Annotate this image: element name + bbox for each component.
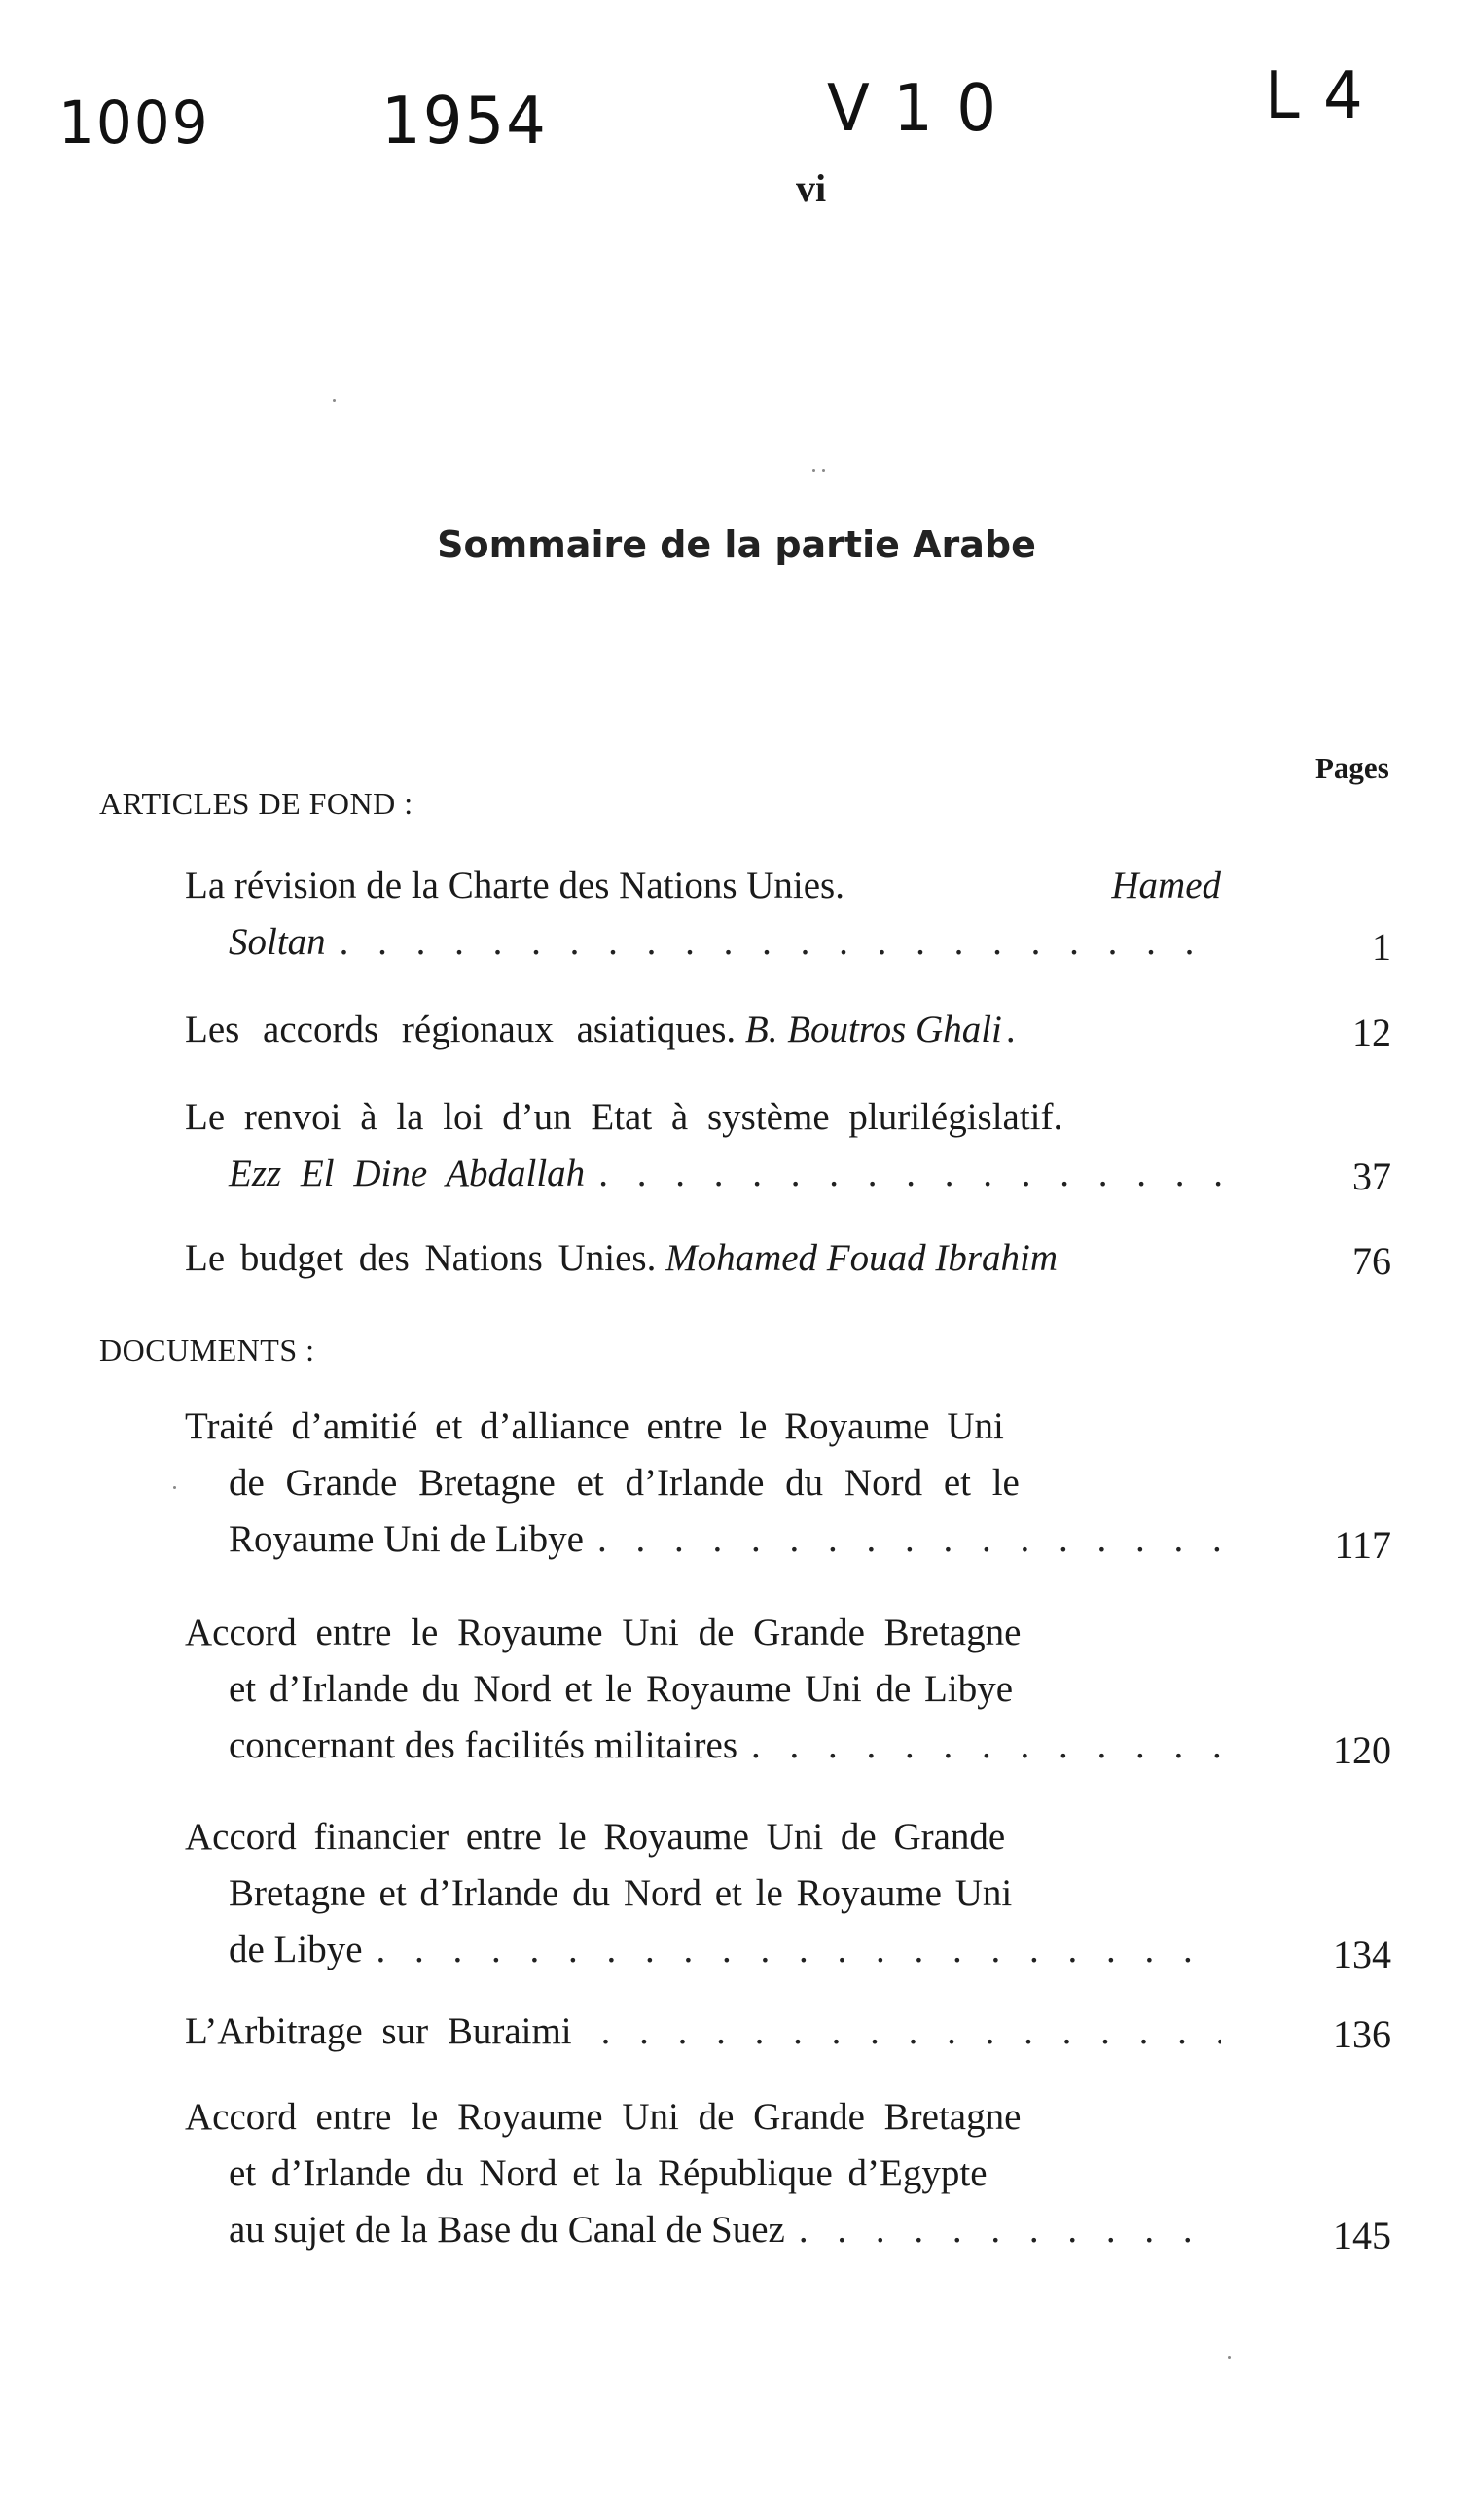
entry-author: B. Boutros Ghali	[744, 1009, 1002, 1050]
scan-speck	[822, 469, 825, 472]
toc-entry	[185, 1809, 1221, 1978]
scan-speck	[333, 399, 336, 402]
dot-leader	[326, 914, 1221, 971]
section-heading: DOCUMENTS :	[99, 1332, 315, 1367]
entry-title: de Libye	[229, 1929, 363, 1970]
toc-entry	[185, 1230, 1221, 1287]
page-ref: 134	[1333, 1933, 1391, 1976]
toc-entry	[185, 858, 1221, 971]
handwritten-mark: V 1 0	[827, 71, 998, 147]
scan-speck	[1228, 2356, 1231, 2359]
page-title: Sommaire de la partie Arabe	[437, 523, 1036, 566]
page-number: vi	[796, 166, 827, 210]
scan-speck	[812, 469, 815, 472]
dot-leader	[737, 1718, 1221, 1774]
page-ref: 117	[1334, 1523, 1391, 1567]
entry-title: Traité d’amitié et d’alliance entre le Royaume Uni	[185, 1405, 1004, 1447]
page-ref: 136	[1333, 2012, 1391, 2056]
dot-leader	[363, 1922, 1221, 1978]
section-heading: ARTICLES DE FOND :	[99, 786, 413, 821]
page-ref: 37	[1352, 1154, 1391, 1198]
entry-title: Accord financier entre le Royaume Uni de Grande	[185, 1816, 1006, 1858]
entry-author: Soltan	[229, 921, 326, 963]
entry-title: Royaume Uni de Libye	[229, 1518, 584, 1560]
entry-title: de Grande Bretagne et d’Irlande du Nord et le	[229, 1462, 1020, 1504]
handwritten-mark: L 4	[1265, 58, 1365, 134]
dot-leader	[572, 2004, 1221, 2060]
dot-leader	[785, 2202, 1221, 2258]
dot-leader	[1002, 1002, 1045, 1058]
page-ref: 12	[1352, 1011, 1391, 1054]
handwritten-mark: 1009	[58, 88, 210, 158]
entry-title: au sujet de la Base du Canal de Suez	[229, 2209, 785, 2251]
entry-author: Ezz El Dine Abdallah	[229, 1153, 586, 1194]
entry-title: La révision de la Charte des Nations Unies.	[185, 865, 844, 906]
handwritten-mark: 1954	[381, 84, 548, 160]
toc-entry	[185, 1605, 1221, 1774]
page-ref: 145	[1333, 2214, 1391, 2257]
toc-entry	[185, 2004, 1221, 2060]
entry-title: concernant des facilités militaires	[229, 1724, 738, 1766]
entry-title: Le budget des Nations Unies.	[185, 1237, 657, 1279]
entry-title: L’Arbitrage sur Buraimi	[185, 2010, 572, 2052]
entry-title: Le renvoi à la loi d’un Etat à système plurilégislatif.	[185, 1096, 1063, 1138]
entry-author: Mohamed Fouad Ibrahim	[665, 1237, 1059, 1279]
page-ref: 76	[1352, 1239, 1391, 1283]
toc-entry	[185, 1002, 1221, 1058]
toc-entry	[185, 1399, 1221, 1568]
entry-title: et d’Irlande du Nord et la République d’Egypte	[229, 2152, 988, 2194]
toc-entry	[185, 2089, 1221, 2258]
entry-title: et d’Irlande du Nord et le Royaume Uni de Libye	[229, 1668, 1014, 1710]
entry-title: Accord entre le Royaume Uni de Grande Bretagne	[185, 1612, 1022, 1653]
scan-speck	[173, 1486, 176, 1489]
entry-title: Les accords régionaux asiatiques.	[185, 1009, 736, 1050]
dot-leader	[585, 1146, 1221, 1202]
dot-leader	[584, 1511, 1221, 1568]
toc-entry	[185, 1089, 1221, 1202]
entry-title: Bretagne et d’Irlande du Nord et le Royaume Uni	[229, 1872, 1013, 1914]
entry-author: Hamed	[1111, 865, 1221, 906]
page-ref: 1	[1372, 925, 1391, 969]
entry-title: Accord entre le Royaume Uni de Grande Bretagne	[185, 2096, 1022, 2138]
pages-column-header: Pages	[1315, 751, 1389, 785]
page-ref: 120	[1333, 1728, 1391, 1772]
